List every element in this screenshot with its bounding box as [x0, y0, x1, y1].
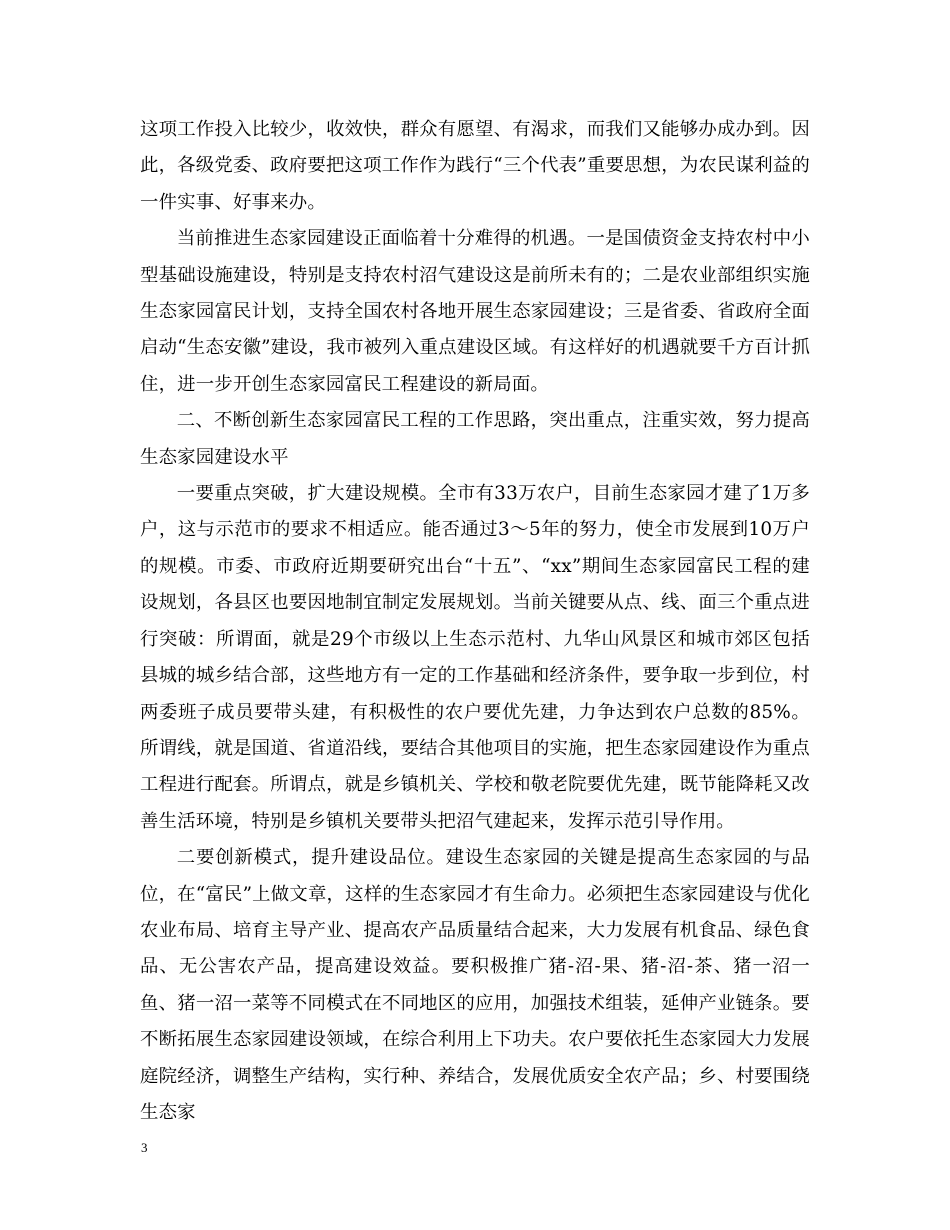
page-number: 3 [141, 1140, 148, 1155]
paragraph-opportunity: 当前推进生态家园建设正面临着十分难得的机遇。一是国债资金支持农村中小型基础设施建设，特别是支持农村沼气建设这是前所未有的；二是农业部组织实施生态家园富民计划，支持全国农村各地开展生态家园建设；三是省委、省政府全面启动“生态安徽”建设，我市被列入重点建设区域。有这样好的机遇就要千方百计抓住，进一步开创生态家园富民工程建设的新局面。 [140, 228, 810, 395]
document-body [140, 112, 810, 1131]
paragraph-model: 二要创新模式，提升建设品位。建设生态家园的关键是提高生态家园的与品位，在“富民”上做文章，这样的生态家园才有生命力。必须把生态家园建设与优化农业布局、培育主导产业、提高农产品质量结合起来，大力发展有机食品、绿色食品、无公害农产品，提高建设效益。要积极推广猪-沼-果、猪-沼-茶、猪一沼一鱼、猪一沼一菜等不同模式在不同地区的应用，加强技术组装，延伸产业链条。要不断拓展生态家园建设领域，在综合利用上下功夫。农户要依托生态家园大力发展庭院经济，调整生产结构，实行种、养结合，发展优质安全农产品；乡、村要围绕生态家 [140, 847, 810, 1123]
paragraph-scale: 一要重点突破，扩大建设规模。全市有33万农户，目前生态家园才建了1万多户，这与示范市的要求不相适应。能否通过3～5年的努力，使全市发展到10万户的规模。市委、市政府近期要研究出台“十五”、“xx”期间生态家园富民工程的建设规划，各县区也要因地制宜制定发展规划。当前关键要从点、线、面三个重点进行突破：所谓面，就是29个市级以上生态示范村、九华山风景区和城市郊区包括县城的城乡结合部，这些地方有一定的工作基础和经济条件，要争取一步到位，村两委班子成员要带头建，有积极性的农户要优先建，力争达到农户总数的85%。所谓线，就是国道、省道沿线，要结合其他项目的实施，把生态家园建设作为重点工程进行配套。所谓点，就是乡镇机关、学校和敬老院要优先建，既节能降耗又改善生活环境，特别是乡镇机关要带头把沼气建起来，发挥示范引导作用。 [140, 483, 810, 832]
paragraph-continuation: 这项工作投入比较少，收效快，群众有愿望、有渴求，而我们又能够办成办到。因此，各级党委、政府要把这项工作作为践行“三个代表”重要思想，为农民谋利益的一件实事、好事来办。 [140, 119, 810, 213]
section-heading: 二、不断创新生态家园富民工程的工作思路，突出重点，注重实效，努力提高生态家园建设水平 [140, 410, 810, 468]
